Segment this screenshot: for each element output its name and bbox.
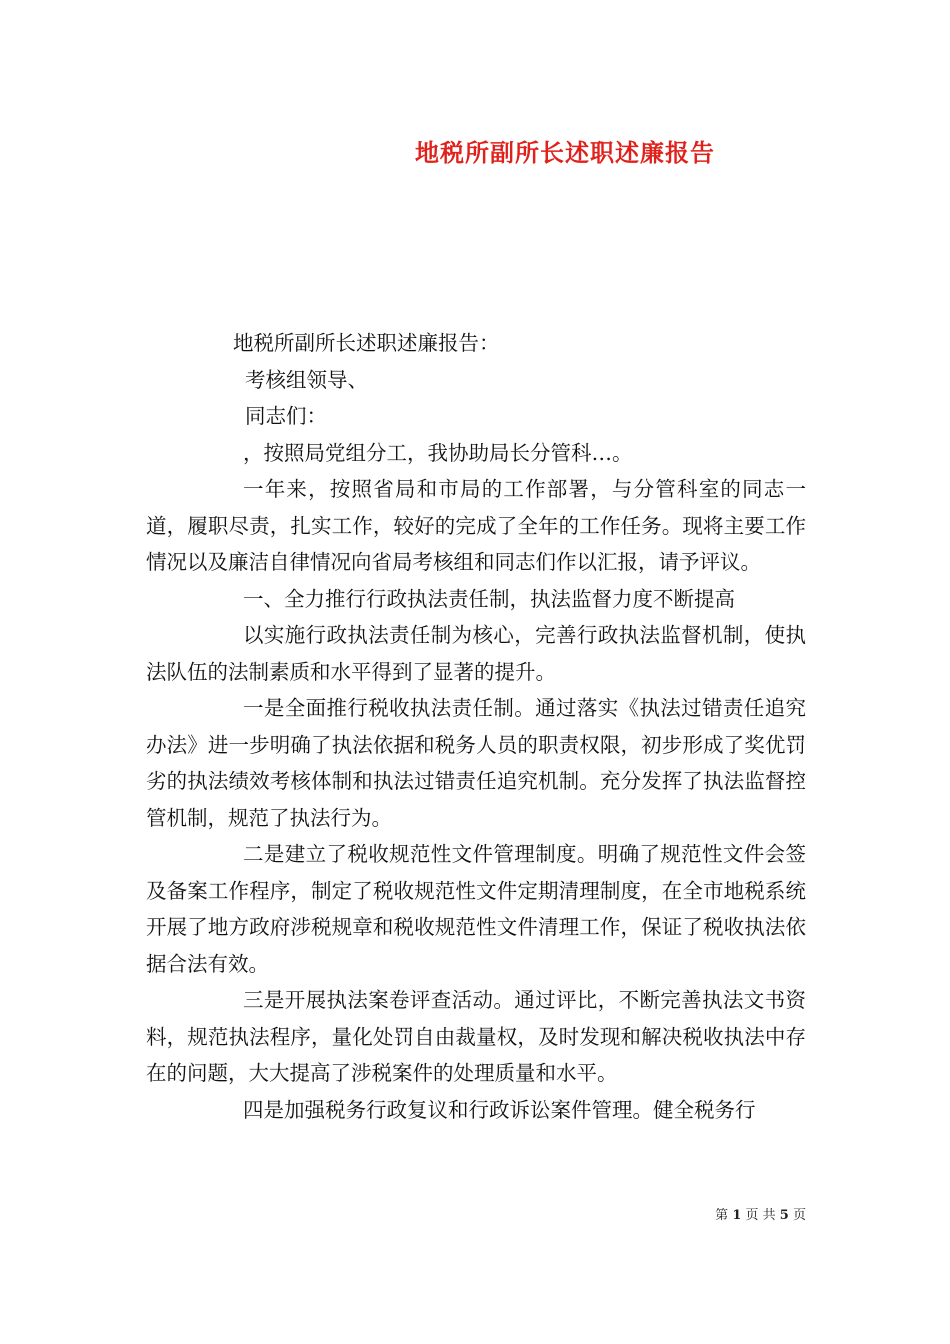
salutation-line-1: 考核组领导、 xyxy=(245,367,368,392)
document-body xyxy=(146,325,806,1128)
footer-prefix: 第 xyxy=(715,1208,729,1223)
section-1-intro: 以实施行政执法责任制为核心，完善行政执法监督机制，使执法队伍的法制素质和水平得到了显著的提升。 xyxy=(146,623,806,684)
page-number-footer xyxy=(0,1204,806,1223)
item-4-paragraph: 四是加强税务行政复议和行政诉讼案件管理。健全税务行 xyxy=(243,1097,756,1122)
item-2-paragraph: 二是建立了税收规范性文件管理制度。明确了规范性文件会签及备案工作程序，制定了税收规范性文件定期清理制度，在全市地税系统开展了地方政府涉税规章和税收规范性文件清理工作，保证了税收执法依据合法有效。 xyxy=(146,842,806,976)
report-heading-line: 地税所副所长述职述廉报告： xyxy=(233,331,500,355)
salutation-line-2: 同志们： xyxy=(245,404,327,428)
footer-current-page: 1 xyxy=(732,1208,742,1223)
section-heading-1: 一、全力推行行政执法责任制，执法监督力度不断提高 xyxy=(243,586,735,611)
item-3-paragraph: 三是开展执法案卷评查活动。通过评比，不断完善执法文书资料，规范执法程序，量化处罚自由裁量权，及时发现和解决税收执法中存在的问题，大大提高了涉税案件的处理质量和水平。 xyxy=(146,988,806,1085)
footer-suffix: 页 xyxy=(792,1208,806,1223)
document-title: 地税所副所长述职述廉报告 xyxy=(415,138,715,167)
footer-total-pages: 5 xyxy=(779,1208,789,1223)
item-1-paragraph: 一是全面推行税收执法责任制。通过落实《执法过错责任追究办法》进一步明确了执法依据和税务人员的职责权限，初步形成了奖优罚劣的执法绩效考核体制和执法过错责任追究机制。充分发挥了执法监督控管机制，规范了执法行为。 xyxy=(146,696,806,830)
intro-paragraph: ，按照局党组分工，我协助局长分管科…。 xyxy=(243,440,633,465)
footer-middle: 页 共 xyxy=(745,1208,776,1223)
summary-paragraph: 一年来，按照省局和市局的工作部署，与分管科室的同志一道，履职尽责，扎实工作，较好的完成了全年的工作任务。现将主要工作情况以及廉洁自律情况向省局考核组和同志们作以汇报，请予评议。 xyxy=(146,477,806,574)
